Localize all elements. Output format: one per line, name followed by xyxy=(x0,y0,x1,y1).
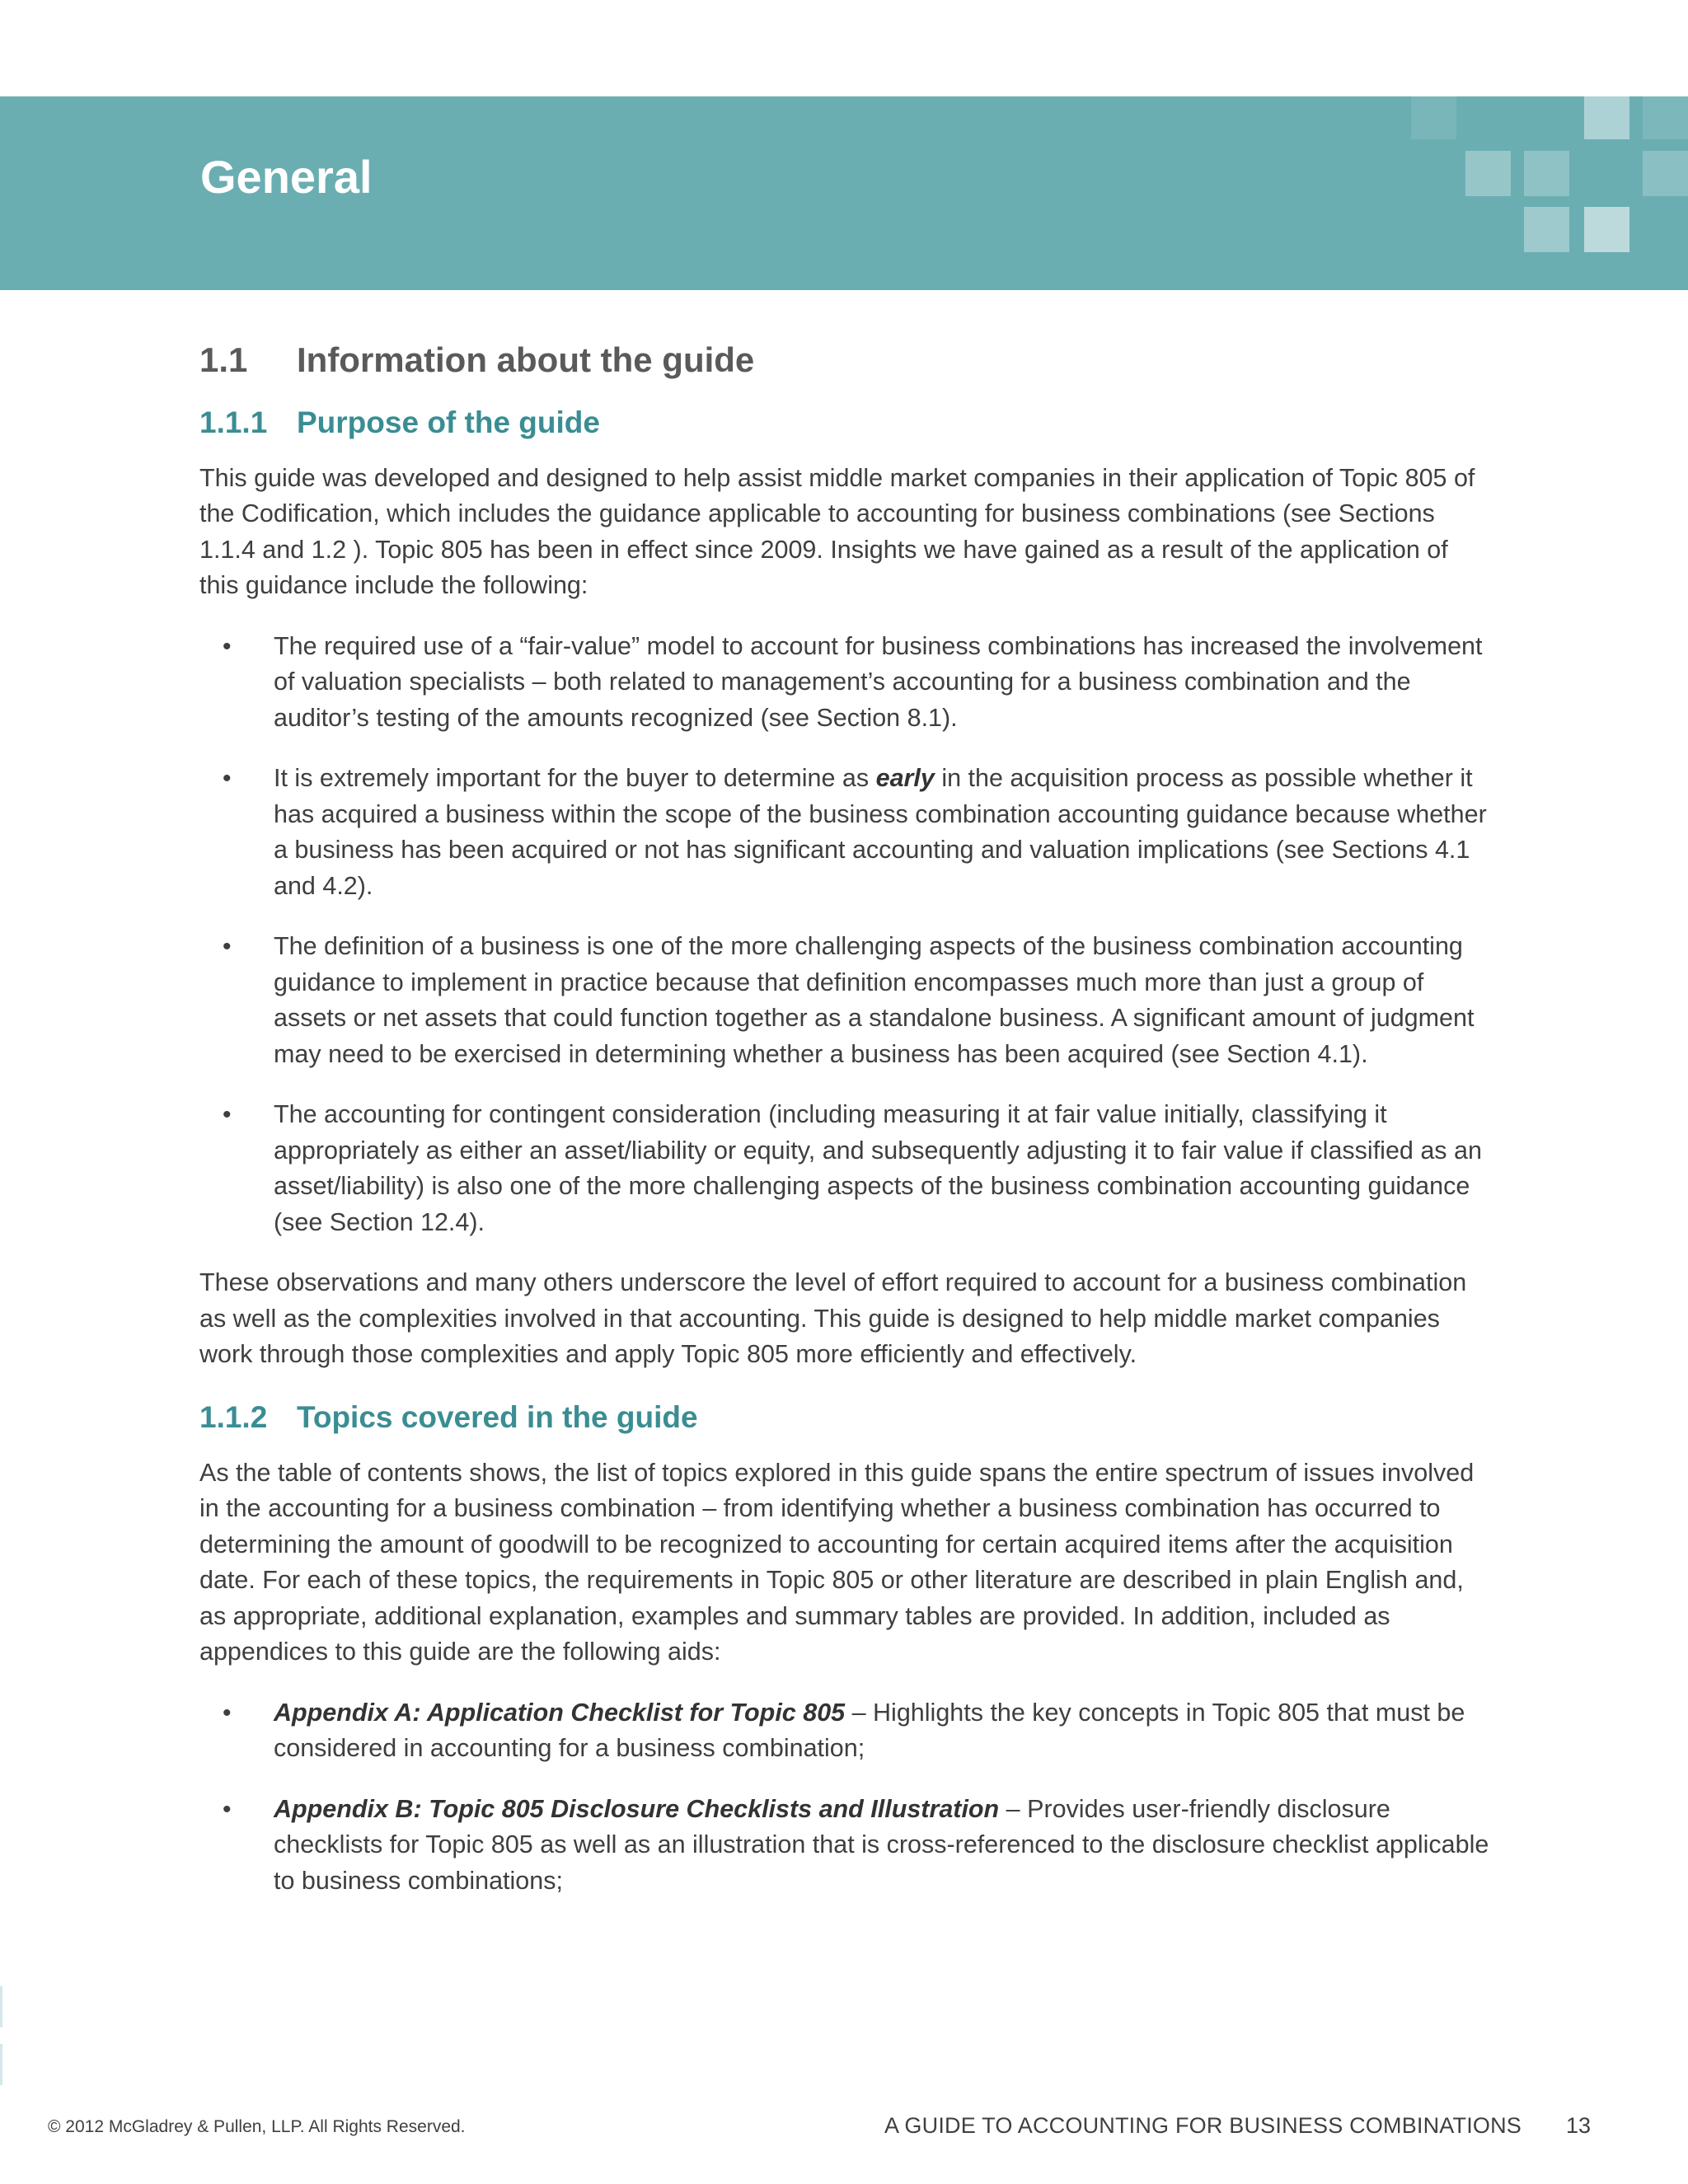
list-item xyxy=(199,1097,1493,1240)
list-item-text: The required use of a “fair-value” model to account for business combinations has increased the involvement of valuation specialists – both related to management’s accounting for a business combination and the auditor’s testing of the amounts recognized (see Section 8.1). xyxy=(274,631,1483,732)
appendix-title: Appendix A: Application Checklist for Topic 805 xyxy=(274,1698,846,1727)
list-item xyxy=(199,761,1493,904)
bullet-icon: • xyxy=(223,1101,232,1129)
subsection-number: 1.1.2 xyxy=(199,1399,268,1434)
list-item xyxy=(199,1792,1493,1900)
subsection-heading xyxy=(199,1398,1493,1437)
bullet-icon: • xyxy=(223,933,232,961)
list-item-text: – Highlights the key concepts in Topic 805 that must be considered in accounting for a business combination; xyxy=(274,1698,1465,1763)
bullet-list xyxy=(199,1695,1493,1900)
list-item xyxy=(199,1695,1493,1767)
running-footer-title: A GUIDE TO ACCOUNTING FOR BUSINESS COMBINATIONS xyxy=(884,2113,1522,2138)
subsection-title: Purpose of the guide xyxy=(297,405,600,439)
edge-mark xyxy=(0,2044,2,2085)
list-item-text: in the acquisition process as possible whether it has acquired a business within the scope of the business combination accounting guidance because whether a business has been acquired or not has significant accounting and valuation implications (see Sections 4.1 and 4.2). xyxy=(274,764,1487,900)
main-content xyxy=(199,338,1493,1924)
list-item xyxy=(199,629,1493,737)
section-number: 1.1 xyxy=(199,340,248,379)
edge-mark xyxy=(0,1986,2,2027)
paragraph: These observations and many others underscore the level of effort required to account for a business combination as well as the complexities involved in that accounting. This guide is designed to help middle market companies work through those complexities and apply Topic 805 more efficiently and effectively. xyxy=(199,1268,1467,1369)
chapter-title: General xyxy=(200,151,373,203)
bullet-list xyxy=(199,629,1493,1241)
subsection-heading xyxy=(199,403,1493,443)
bullet-icon: • xyxy=(223,1795,232,1823)
list-item-text: The accounting for contingent consideration (including measuring it at fair value initially, classifying it appropriately as either an asset/liability or equity, and subsequently adjusting it to fair value if classified as an asset/liability) is also one of the more challenging aspects of the business combination accounting guidance (see Section 12.4). xyxy=(274,1100,1482,1236)
list-item-text: It is extremely important for the buyer to determine as xyxy=(274,764,876,793)
bullet-icon: • xyxy=(223,1699,232,1727)
section-heading xyxy=(199,338,1493,383)
chapter-banner xyxy=(0,96,1688,290)
subsection-title: Topics covered in the guide xyxy=(297,1399,698,1434)
list-item xyxy=(199,929,1493,1072)
copyright-notice: © 2012 McGladrey & Pullen, LLP. All Rights Reserved. xyxy=(48,2117,466,2136)
emphasis: early xyxy=(875,764,935,793)
pixel-squares-icon xyxy=(0,96,1688,290)
bullet-icon: • xyxy=(223,632,232,660)
bullet-icon: • xyxy=(223,765,232,793)
appendix-title: Appendix B: Topic 805 Disclosure Checklists and Illustration xyxy=(274,1794,1000,1823)
list-item-text: – Provides user-friendly disclosure checklists for Topic 805 as well as an illustration that is cross-referenced to the disclosure checklist applicable to business combinations; xyxy=(274,1794,1489,1895)
subsection-number: 1.1.1 xyxy=(199,405,268,439)
paragraph: This guide was developed and designed to help assist middle market companies in their application of Topic 805 of the Codification, which includes the guidance applicable to accounting for business combinations (see Sections 1.1.4 and 1.2 ). Topic 805 has been in effect since 2009. Insights we have gained as a result of the application of this guidance include the following: xyxy=(199,463,1475,600)
section-title: Information about the guide xyxy=(297,340,755,379)
list-item-text: The definition of a business is one of the more challenging aspects of the business combination accounting guidance to implement in practice because that definition encompasses much more than just a group of assets or net assets that could function together as a standalone business. A significant amount of judgment may need to be exercised in determining whether a business has been acquired (see Section 4.1). xyxy=(274,932,1475,1068)
page-number: 13 xyxy=(1566,2113,1592,2138)
paragraph: As the table of contents shows, the list of topics explored in this guide spans the entire spectrum of issues involved in the accounting for a business combination – from identifying whether a business combination has occurred to determining the amount of goodwill to be recognized to accounting for certain acquired items after the acquisition date. For each of these topics, the requirements in Topic 805 or other literature are described in plain English and, as appropriate, additional explanation, examples and summary tables are provided. In addition, included as appendices to this guide are the following aids: xyxy=(199,1458,1475,1666)
